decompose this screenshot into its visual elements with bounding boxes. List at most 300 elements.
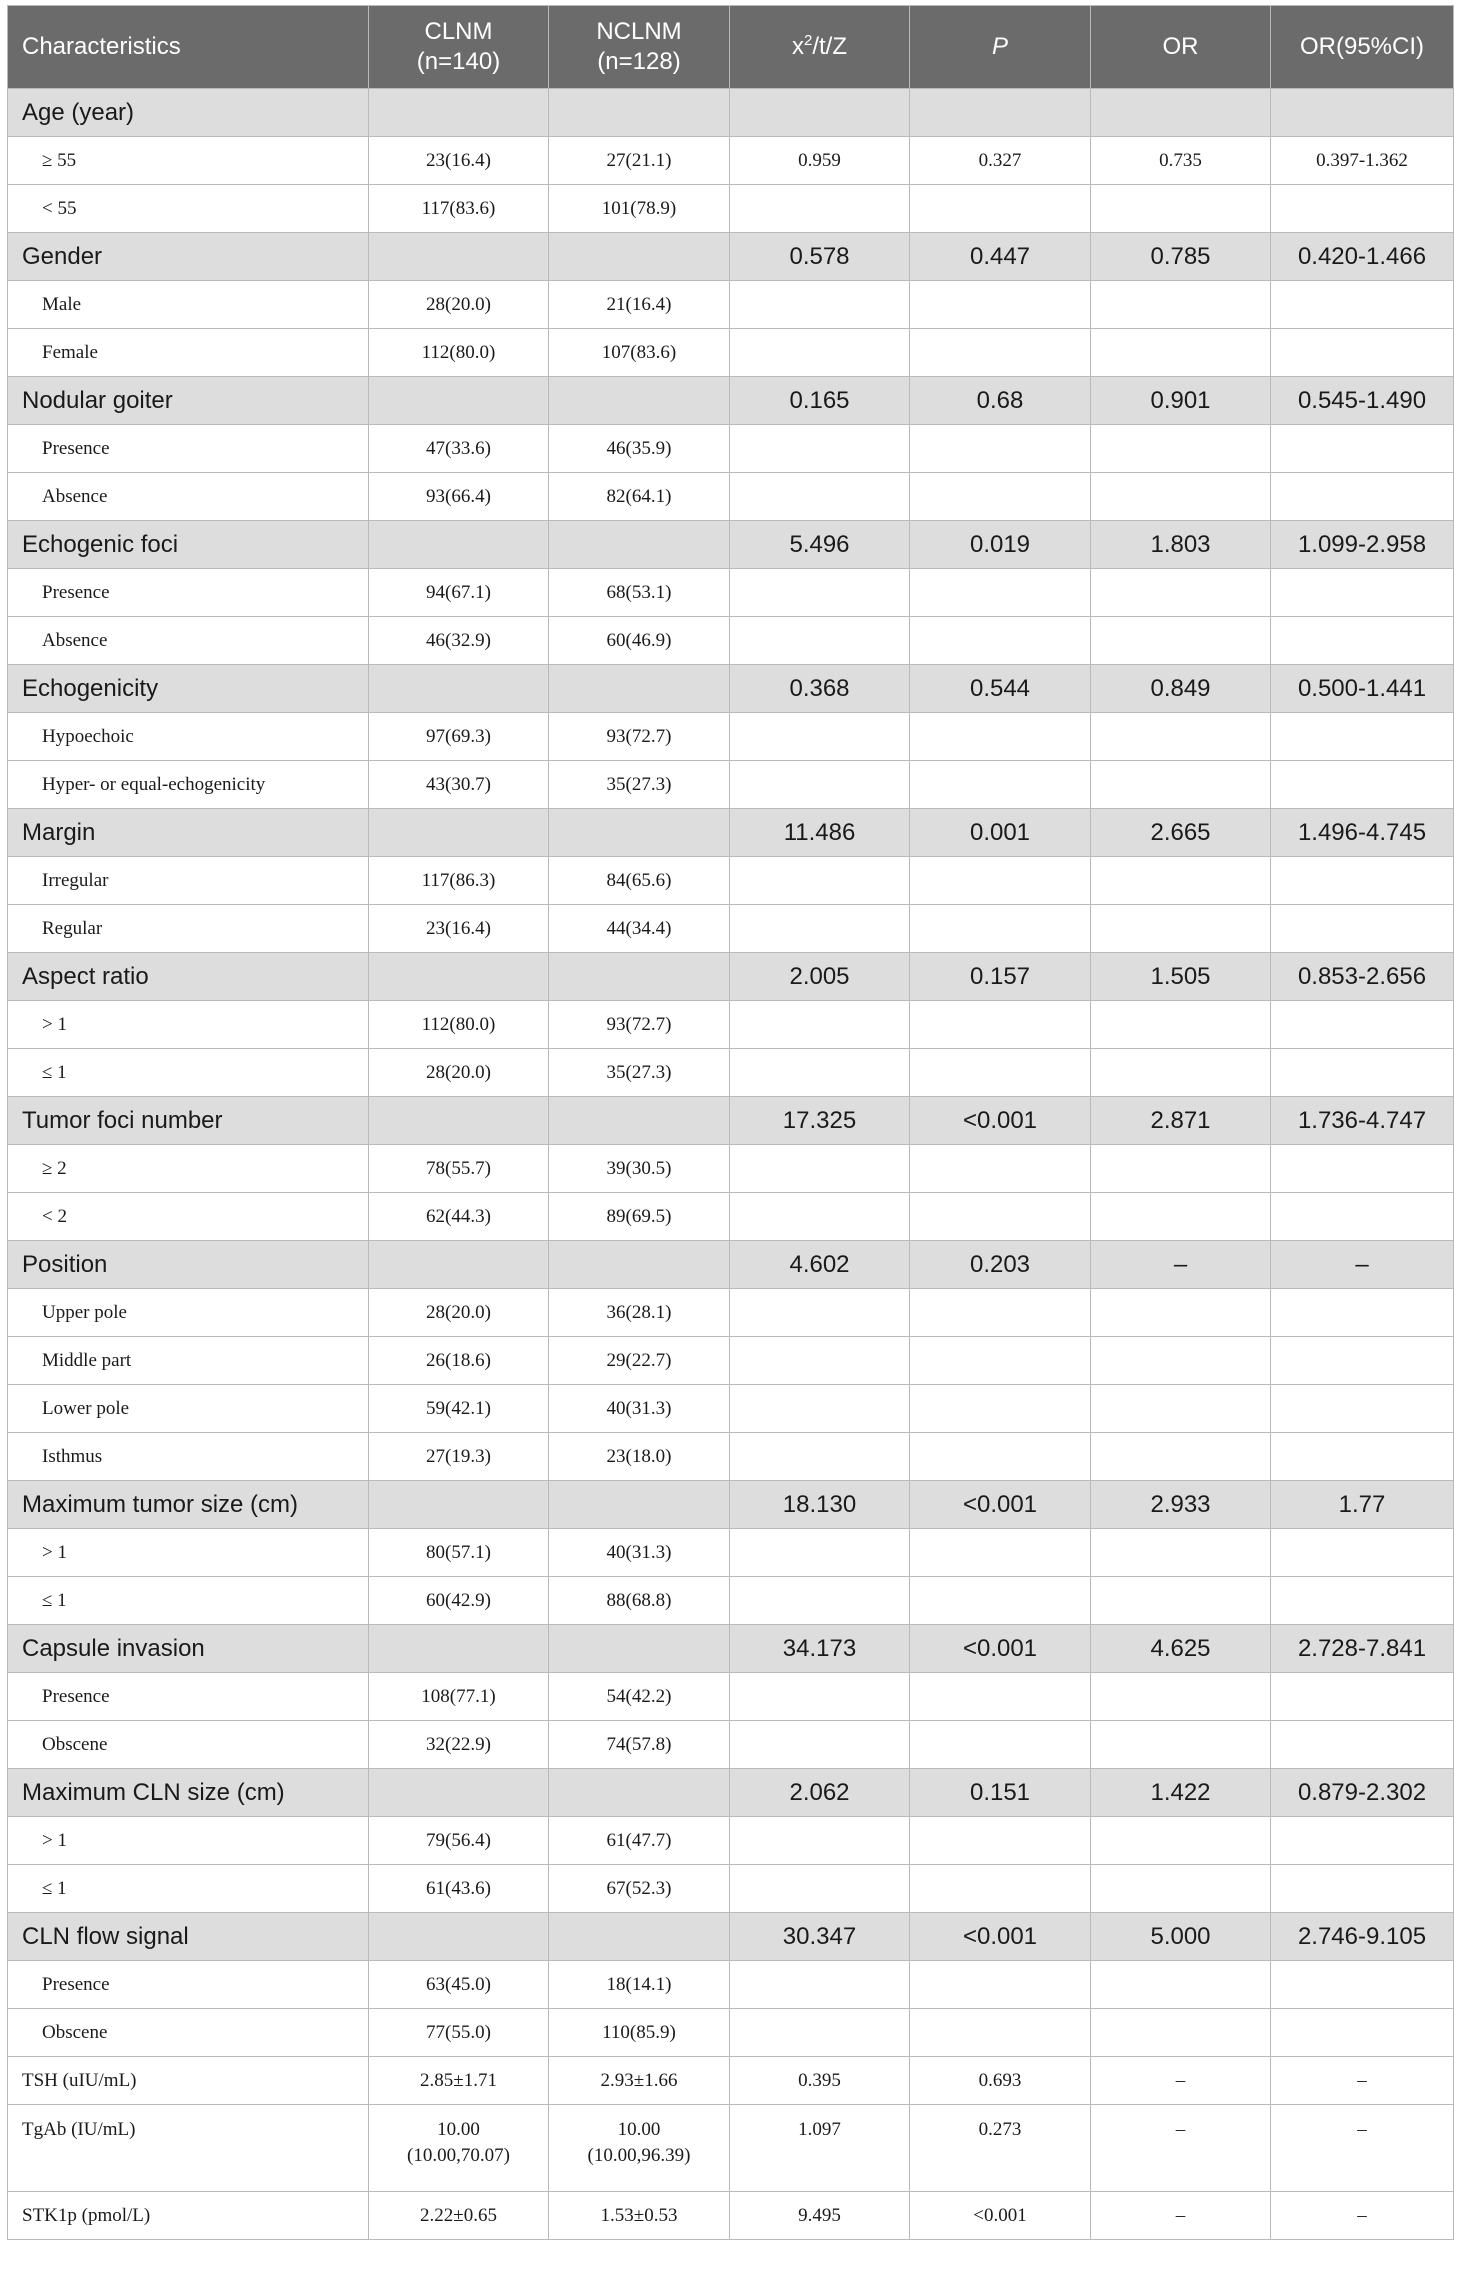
category-label: Nodular goiter — [8, 377, 369, 425]
category-row — [8, 89, 1454, 137]
cell-nclnm: 54(42.2) — [549, 1673, 730, 1721]
subcategory-row — [8, 1529, 1454, 1577]
cell-ci: 0.397-1.362 — [1271, 137, 1454, 185]
cell-clnm: 43(30.7) — [369, 761, 549, 809]
cell-stat — [730, 281, 910, 329]
subcategory-row — [8, 1577, 1454, 1625]
continuous-row — [8, 2057, 1454, 2105]
cell-or: 0.785 — [1091, 233, 1271, 281]
cell-p — [910, 1721, 1091, 1769]
cell-or — [1091, 713, 1271, 761]
cell-stat — [730, 1337, 910, 1385]
header-nclnm-n: (n=128) — [597, 48, 681, 75]
cell-ci: 2.728-7.841 — [1271, 1625, 1454, 1673]
cell-p: <0.001 — [910, 1913, 1091, 1961]
cell-clnm — [369, 2105, 549, 2192]
subcategory-label: Hyper- or equal-echogenicity — [8, 761, 369, 809]
cell-nclnm: 35(27.3) — [549, 761, 730, 809]
category-label: CLN flow signal — [8, 1913, 369, 1961]
cell-ci — [1271, 569, 1454, 617]
cell-p — [910, 857, 1091, 905]
cell-clnm — [369, 521, 549, 569]
cell-ci: 0.853-2.656 — [1271, 953, 1454, 1001]
header-clnm — [369, 6, 549, 89]
category-label: Maximum tumor size (cm) — [8, 1481, 369, 1529]
cell-stat: 11.486 — [730, 809, 910, 857]
cell-nclnm — [549, 1625, 730, 1673]
cell-ci: 1.77 — [1271, 1481, 1454, 1529]
cell-stat: 5.496 — [730, 521, 910, 569]
cell-p — [910, 1673, 1091, 1721]
cell-clnm: 28(20.0) — [369, 281, 549, 329]
subcategory-row — [8, 1337, 1454, 1385]
cell-p — [910, 1577, 1091, 1625]
cell-nclnm — [549, 377, 730, 425]
cell-nclnm: 84(65.6) — [549, 857, 730, 905]
table-body — [8, 89, 1454, 2240]
category-row — [8, 233, 1454, 281]
cell-clnm — [369, 2057, 549, 2105]
cell-nclnm: 110(85.9) — [549, 2009, 730, 2057]
cell-or: 2.665 — [1091, 809, 1271, 857]
header-clnm-n: (n=140) — [416, 48, 501, 75]
cell-clnm — [369, 1769, 549, 1817]
cell-clnm: 61(43.6) — [369, 1865, 549, 1913]
subcategory-label: Isthmus — [8, 1433, 369, 1481]
cell-p — [910, 1337, 1091, 1385]
subcategory-row — [8, 1673, 1454, 1721]
header-p: P — [910, 6, 1091, 89]
cell-p — [910, 1961, 1091, 2009]
cell-clnm: 79(56.4) — [369, 1817, 549, 1865]
cell-p: 0.447 — [910, 233, 1091, 281]
cell-stat — [730, 329, 910, 377]
subcategory-row — [8, 1817, 1454, 1865]
cell-clnm: 23(16.4) — [369, 905, 549, 953]
cell-nclnm: 93(72.7) — [549, 713, 730, 761]
cell-ci: 1.736-4.747 — [1271, 1097, 1454, 1145]
cell-nclnm — [549, 521, 730, 569]
cell-nclnm: 74(57.8) — [549, 1721, 730, 1769]
cell-stat: 9.495 — [730, 2192, 910, 2240]
cell-or — [1091, 905, 1271, 953]
subcategory-row — [8, 1001, 1454, 1049]
cell-p — [910, 281, 1091, 329]
cell-clnm — [369, 2192, 549, 2240]
cell-or: 1.803 — [1091, 521, 1271, 569]
cell-clnm — [369, 953, 549, 1001]
cell-or — [1091, 1673, 1271, 1721]
cell-or — [1091, 425, 1271, 473]
subcategory-label: ≤ 1 — [8, 1049, 369, 1097]
cell-ci — [1271, 617, 1454, 665]
cell-nclnm: 88(68.8) — [549, 1577, 730, 1625]
cell-p — [910, 713, 1091, 761]
cell-p — [910, 905, 1091, 953]
header-statistic — [730, 6, 910, 89]
cell-p: 0.151 — [910, 1769, 1091, 1817]
category-label: Tumor foci number — [8, 1097, 369, 1145]
cell-stat: 0.578 — [730, 233, 910, 281]
cell-ci — [1271, 761, 1454, 809]
cell-ci — [1271, 1337, 1454, 1385]
cell-or — [1091, 569, 1271, 617]
cell-clnm — [369, 1097, 549, 1145]
cell-ci — [1271, 1145, 1454, 1193]
cell-ci — [1271, 185, 1454, 233]
cell-nclnm-line1: 2.93±1.66 — [600, 2069, 678, 2091]
header-stat-base: x — [791, 33, 804, 60]
cell-nclnm — [549, 1097, 730, 1145]
cell-or — [1091, 2009, 1271, 2057]
cell-nclnm: 21(16.4) — [549, 281, 730, 329]
cell-nclnm: 23(18.0) — [549, 1433, 730, 1481]
subcategory-row — [8, 1865, 1454, 1913]
cell-ci: 0.420-1.466 — [1271, 233, 1454, 281]
cell-p: 0.544 — [910, 665, 1091, 713]
subcategory-row — [8, 137, 1454, 185]
cell-stat — [730, 1049, 910, 1097]
cell-clnm — [369, 89, 549, 137]
cell-ci: 0.500-1.441 — [1271, 665, 1454, 713]
cell-ci: – — [1271, 2057, 1454, 2105]
continuous-row — [8, 2105, 1454, 2192]
subcategory-row — [8, 713, 1454, 761]
cell-or — [1091, 857, 1271, 905]
subcategory-label: Presence — [8, 569, 369, 617]
cell-stat — [730, 1433, 910, 1481]
cell-or: 0.735 — [1091, 137, 1271, 185]
cell-ci — [1271, 857, 1454, 905]
category-row — [8, 1769, 1454, 1817]
cell-nclnm: 18(14.1) — [549, 1961, 730, 2009]
cell-stat — [730, 1289, 910, 1337]
continuous-row — [8, 2192, 1454, 2240]
cell-clnm: 27(19.3) — [369, 1433, 549, 1481]
category-row — [8, 953, 1454, 1001]
header-stat-rest: /t/Z — [812, 33, 847, 60]
cell-nclnm: 61(47.7) — [549, 1817, 730, 1865]
cell-nclnm: 101(78.9) — [549, 185, 730, 233]
cell-or: 0.901 — [1091, 377, 1271, 425]
header-row — [8, 6, 1454, 89]
cell-clnm — [369, 1241, 549, 1289]
cell-nclnm — [549, 2105, 730, 2192]
cell-p — [910, 1385, 1091, 1433]
cell-or: – — [1091, 2192, 1271, 2240]
cell-or — [1091, 1529, 1271, 1577]
subcategory-row — [8, 1385, 1454, 1433]
cell-stat: 34.173 — [730, 1625, 910, 1673]
category-label: Margin — [8, 809, 369, 857]
cell-stat — [730, 473, 910, 521]
subcategory-label: Hypoechoic — [8, 713, 369, 761]
cell-ci: – — [1271, 2192, 1454, 2240]
cell-stat — [730, 1193, 910, 1241]
cell-p — [910, 1529, 1091, 1577]
characteristics-table — [7, 5, 1454, 2240]
cell-nclnm: 60(46.9) — [549, 617, 730, 665]
cell-nclnm — [549, 2057, 730, 2105]
cell-p — [910, 1049, 1091, 1097]
cell-ci: – — [1271, 2105, 1454, 2192]
cell-nclnm — [549, 233, 730, 281]
cell-p: 0.203 — [910, 1241, 1091, 1289]
cell-nclnm — [549, 89, 730, 137]
subcategory-label: Obscene — [8, 2009, 369, 2057]
cell-or: 1.505 — [1091, 953, 1271, 1001]
cell-clnm: 28(20.0) — [369, 1289, 549, 1337]
cell-clnm: 112(80.0) — [369, 1001, 549, 1049]
cell-clnm: 94(67.1) — [369, 569, 549, 617]
cell-stat: 0.165 — [730, 377, 910, 425]
cell-nclnm — [549, 953, 730, 1001]
cell-clnm: 46(32.9) — [369, 617, 549, 665]
subcategory-label: Presence — [8, 1961, 369, 2009]
cell-clnm — [369, 1913, 549, 1961]
cell-or: 2.933 — [1091, 1481, 1271, 1529]
continuous-label: TgAb (IU/mL) — [8, 2105, 369, 2192]
header-or: OR — [1091, 6, 1271, 89]
cell-ci: 2.746-9.105 — [1271, 1913, 1454, 1961]
cell-clnm: 112(80.0) — [369, 329, 549, 377]
cell-clnm — [369, 1481, 549, 1529]
cell-clnm: 80(57.1) — [369, 1529, 549, 1577]
cell-or — [1091, 761, 1271, 809]
subcategory-label: ≥ 55 — [8, 137, 369, 185]
subcategory-row — [8, 185, 1454, 233]
cell-clnm: 93(66.4) — [369, 473, 549, 521]
cell-ci — [1271, 1049, 1454, 1097]
cell-or — [1091, 1817, 1271, 1865]
cell-or: 0.849 — [1091, 665, 1271, 713]
subcategory-label: Lower pole — [8, 1385, 369, 1433]
cell-or — [1091, 281, 1271, 329]
cell-clnm-line1: 2.22±0.65 — [420, 2204, 497, 2226]
cell-stat — [730, 761, 910, 809]
subcategory-row — [8, 1961, 1454, 2009]
category-label: Maximum CLN size (cm) — [8, 1769, 369, 1817]
cell-or — [1091, 1961, 1271, 2009]
subcategory-label: ≥ 2 — [8, 1145, 369, 1193]
cell-or: 2.871 — [1091, 1097, 1271, 1145]
cell-p: <0.001 — [910, 1481, 1091, 1529]
subcategory-row — [8, 1433, 1454, 1481]
header-ci: OR(95%CI) — [1271, 6, 1454, 89]
cell-ci — [1271, 1721, 1454, 1769]
cell-p — [910, 1433, 1091, 1481]
cell-ci — [1271, 329, 1454, 377]
subcategory-label: > 1 — [8, 1529, 369, 1577]
cell-p — [910, 329, 1091, 377]
cell-p: <0.001 — [910, 1097, 1091, 1145]
cell-stat — [730, 1577, 910, 1625]
cell-p: 0.693 — [910, 2057, 1091, 2105]
cell-ci — [1271, 1673, 1454, 1721]
cell-nclnm: 82(64.1) — [549, 473, 730, 521]
cell-clnm: 77(55.0) — [369, 2009, 549, 2057]
cell-nclnm — [549, 1241, 730, 1289]
cell-nclnm: 40(31.3) — [549, 1529, 730, 1577]
category-row — [8, 377, 1454, 425]
cell-clnm: 32(22.9) — [369, 1721, 549, 1769]
cell-p: <0.001 — [910, 1625, 1091, 1673]
cell-ci — [1271, 713, 1454, 761]
subcategory-label: Regular — [8, 905, 369, 953]
cell-nclnm-line1: 10.00 — [617, 2119, 661, 2140]
cell-stat — [730, 713, 910, 761]
cell-ci: 1.496-4.745 — [1271, 809, 1454, 857]
cell-clnm: 108(77.1) — [369, 1673, 549, 1721]
category-row — [8, 1481, 1454, 1529]
category-row — [8, 521, 1454, 569]
subcategory-label: Irregular — [8, 857, 369, 905]
subcategory-row — [8, 1049, 1454, 1097]
cell-stat: 2.062 — [730, 1769, 910, 1817]
cell-stat: 0.368 — [730, 665, 910, 713]
cell-p: 0.327 — [910, 137, 1091, 185]
cell-nclnm — [549, 1913, 730, 1961]
cell-nclnm: 89(69.5) — [549, 1193, 730, 1241]
category-label: Gender — [8, 233, 369, 281]
subcategory-label: Absence — [8, 473, 369, 521]
category-label: Echogenic foci — [8, 521, 369, 569]
subcategory-label: Male — [8, 281, 369, 329]
cell-or — [1091, 1721, 1271, 1769]
category-label: Capsule invasion — [8, 1625, 369, 1673]
cell-or — [1091, 1145, 1271, 1193]
cell-stat: 0.959 — [730, 137, 910, 185]
cell-or: 1.422 — [1091, 1769, 1271, 1817]
cell-p — [910, 1145, 1091, 1193]
subcategory-row — [8, 329, 1454, 377]
cell-p: 0.273 — [910, 2105, 1091, 2192]
cell-clnm: 26(18.6) — [369, 1337, 549, 1385]
cell-nclnm: 107(83.6) — [549, 329, 730, 377]
cell-ci: 0.879-2.302 — [1271, 1769, 1454, 1817]
cell-stat — [730, 1529, 910, 1577]
cell-p — [910, 1865, 1091, 1913]
cell-ci — [1271, 1193, 1454, 1241]
cell-p — [910, 89, 1091, 137]
cell-ci — [1271, 1529, 1454, 1577]
cell-stat — [730, 905, 910, 953]
subcategory-label: ≤ 1 — [8, 1577, 369, 1625]
cell-stat — [730, 89, 910, 137]
subcategory-row — [8, 1289, 1454, 1337]
cell-or — [1091, 1049, 1271, 1097]
category-label: Age (year) — [8, 89, 369, 137]
cell-stat — [730, 425, 910, 473]
subcategory-label: Presence — [8, 425, 369, 473]
cell-clnm — [369, 665, 549, 713]
category-label: Aspect ratio — [8, 953, 369, 1001]
cell-stat — [730, 1865, 910, 1913]
cell-stat: 18.130 — [730, 1481, 910, 1529]
cell-nclnm: 93(72.7) — [549, 1001, 730, 1049]
cell-nclnm: 46(35.9) — [549, 425, 730, 473]
cell-clnm: 28(20.0) — [369, 1049, 549, 1097]
cell-ci — [1271, 281, 1454, 329]
cell-clnm: 62(44.3) — [369, 1193, 549, 1241]
cell-or: 4.625 — [1091, 1625, 1271, 1673]
subcategory-label: < 55 — [8, 185, 369, 233]
cell-or — [1091, 617, 1271, 665]
cell-clnm — [369, 233, 549, 281]
cell-p — [910, 185, 1091, 233]
header-stat-sup: 2 — [803, 32, 813, 49]
cell-ci — [1271, 1001, 1454, 1049]
subcategory-row — [8, 1145, 1454, 1193]
cell-ci: 1.099-2.958 — [1271, 521, 1454, 569]
subcategory-row — [8, 2009, 1454, 2057]
category-row — [8, 1913, 1454, 1961]
cell-ci: – — [1271, 1241, 1454, 1289]
subcategory-row — [8, 1721, 1454, 1769]
cell-or — [1091, 89, 1271, 137]
cell-clnm: 47(33.6) — [369, 425, 549, 473]
cell-clnm: 23(16.4) — [369, 137, 549, 185]
cell-ci — [1271, 1433, 1454, 1481]
cell-nclnm-line2: (10.00,96.39) — [587, 2145, 691, 2166]
subcategory-row — [8, 905, 1454, 953]
cell-stat: 17.325 — [730, 1097, 910, 1145]
category-row — [8, 1097, 1454, 1145]
cell-clnm-line1: 10.00 — [437, 2119, 480, 2140]
cell-stat: 2.005 — [730, 953, 910, 1001]
cell-p: <0.001 — [910, 2192, 1091, 2240]
cell-clnm — [369, 809, 549, 857]
cell-nclnm: 68(53.1) — [549, 569, 730, 617]
cell-p: 0.019 — [910, 521, 1091, 569]
cell-or: – — [1091, 1241, 1271, 1289]
cell-or — [1091, 1193, 1271, 1241]
cell-or — [1091, 473, 1271, 521]
cell-stat — [730, 1673, 910, 1721]
cell-p: 0.157 — [910, 953, 1091, 1001]
cell-ci — [1271, 905, 1454, 953]
cell-stat — [730, 1145, 910, 1193]
subcategory-label: Female — [8, 329, 369, 377]
cell-ci — [1271, 425, 1454, 473]
category-label: Position — [8, 1241, 369, 1289]
cell-nclnm — [549, 809, 730, 857]
cell-p: 0.001 — [910, 809, 1091, 857]
cell-or — [1091, 1865, 1271, 1913]
cell-clnm-line2: (10.00,70.07) — [407, 2145, 510, 2166]
continuous-label: STK1p (pmol/L) — [8, 2192, 369, 2240]
cell-ci — [1271, 89, 1454, 137]
cell-nclnm — [549, 1481, 730, 1529]
cell-ci — [1271, 473, 1454, 521]
cell-or — [1091, 329, 1271, 377]
category-label: Echogenicity — [8, 665, 369, 713]
cell-stat: 0.395 — [730, 2057, 910, 2105]
cell-p: 0.68 — [910, 377, 1091, 425]
cell-stat — [730, 569, 910, 617]
cell-ci — [1271, 1385, 1454, 1433]
header-nclnm-name: NCLNM — [596, 18, 682, 45]
cell-stat — [730, 1817, 910, 1865]
subcategory-label: > 1 — [8, 1001, 369, 1049]
cell-stat — [730, 1721, 910, 1769]
cell-p — [910, 425, 1091, 473]
cell-nclnm — [549, 2192, 730, 2240]
cell-or — [1091, 185, 1271, 233]
cell-nclnm: 35(27.3) — [549, 1049, 730, 1097]
cell-or — [1091, 1433, 1271, 1481]
cell-stat — [730, 1385, 910, 1433]
